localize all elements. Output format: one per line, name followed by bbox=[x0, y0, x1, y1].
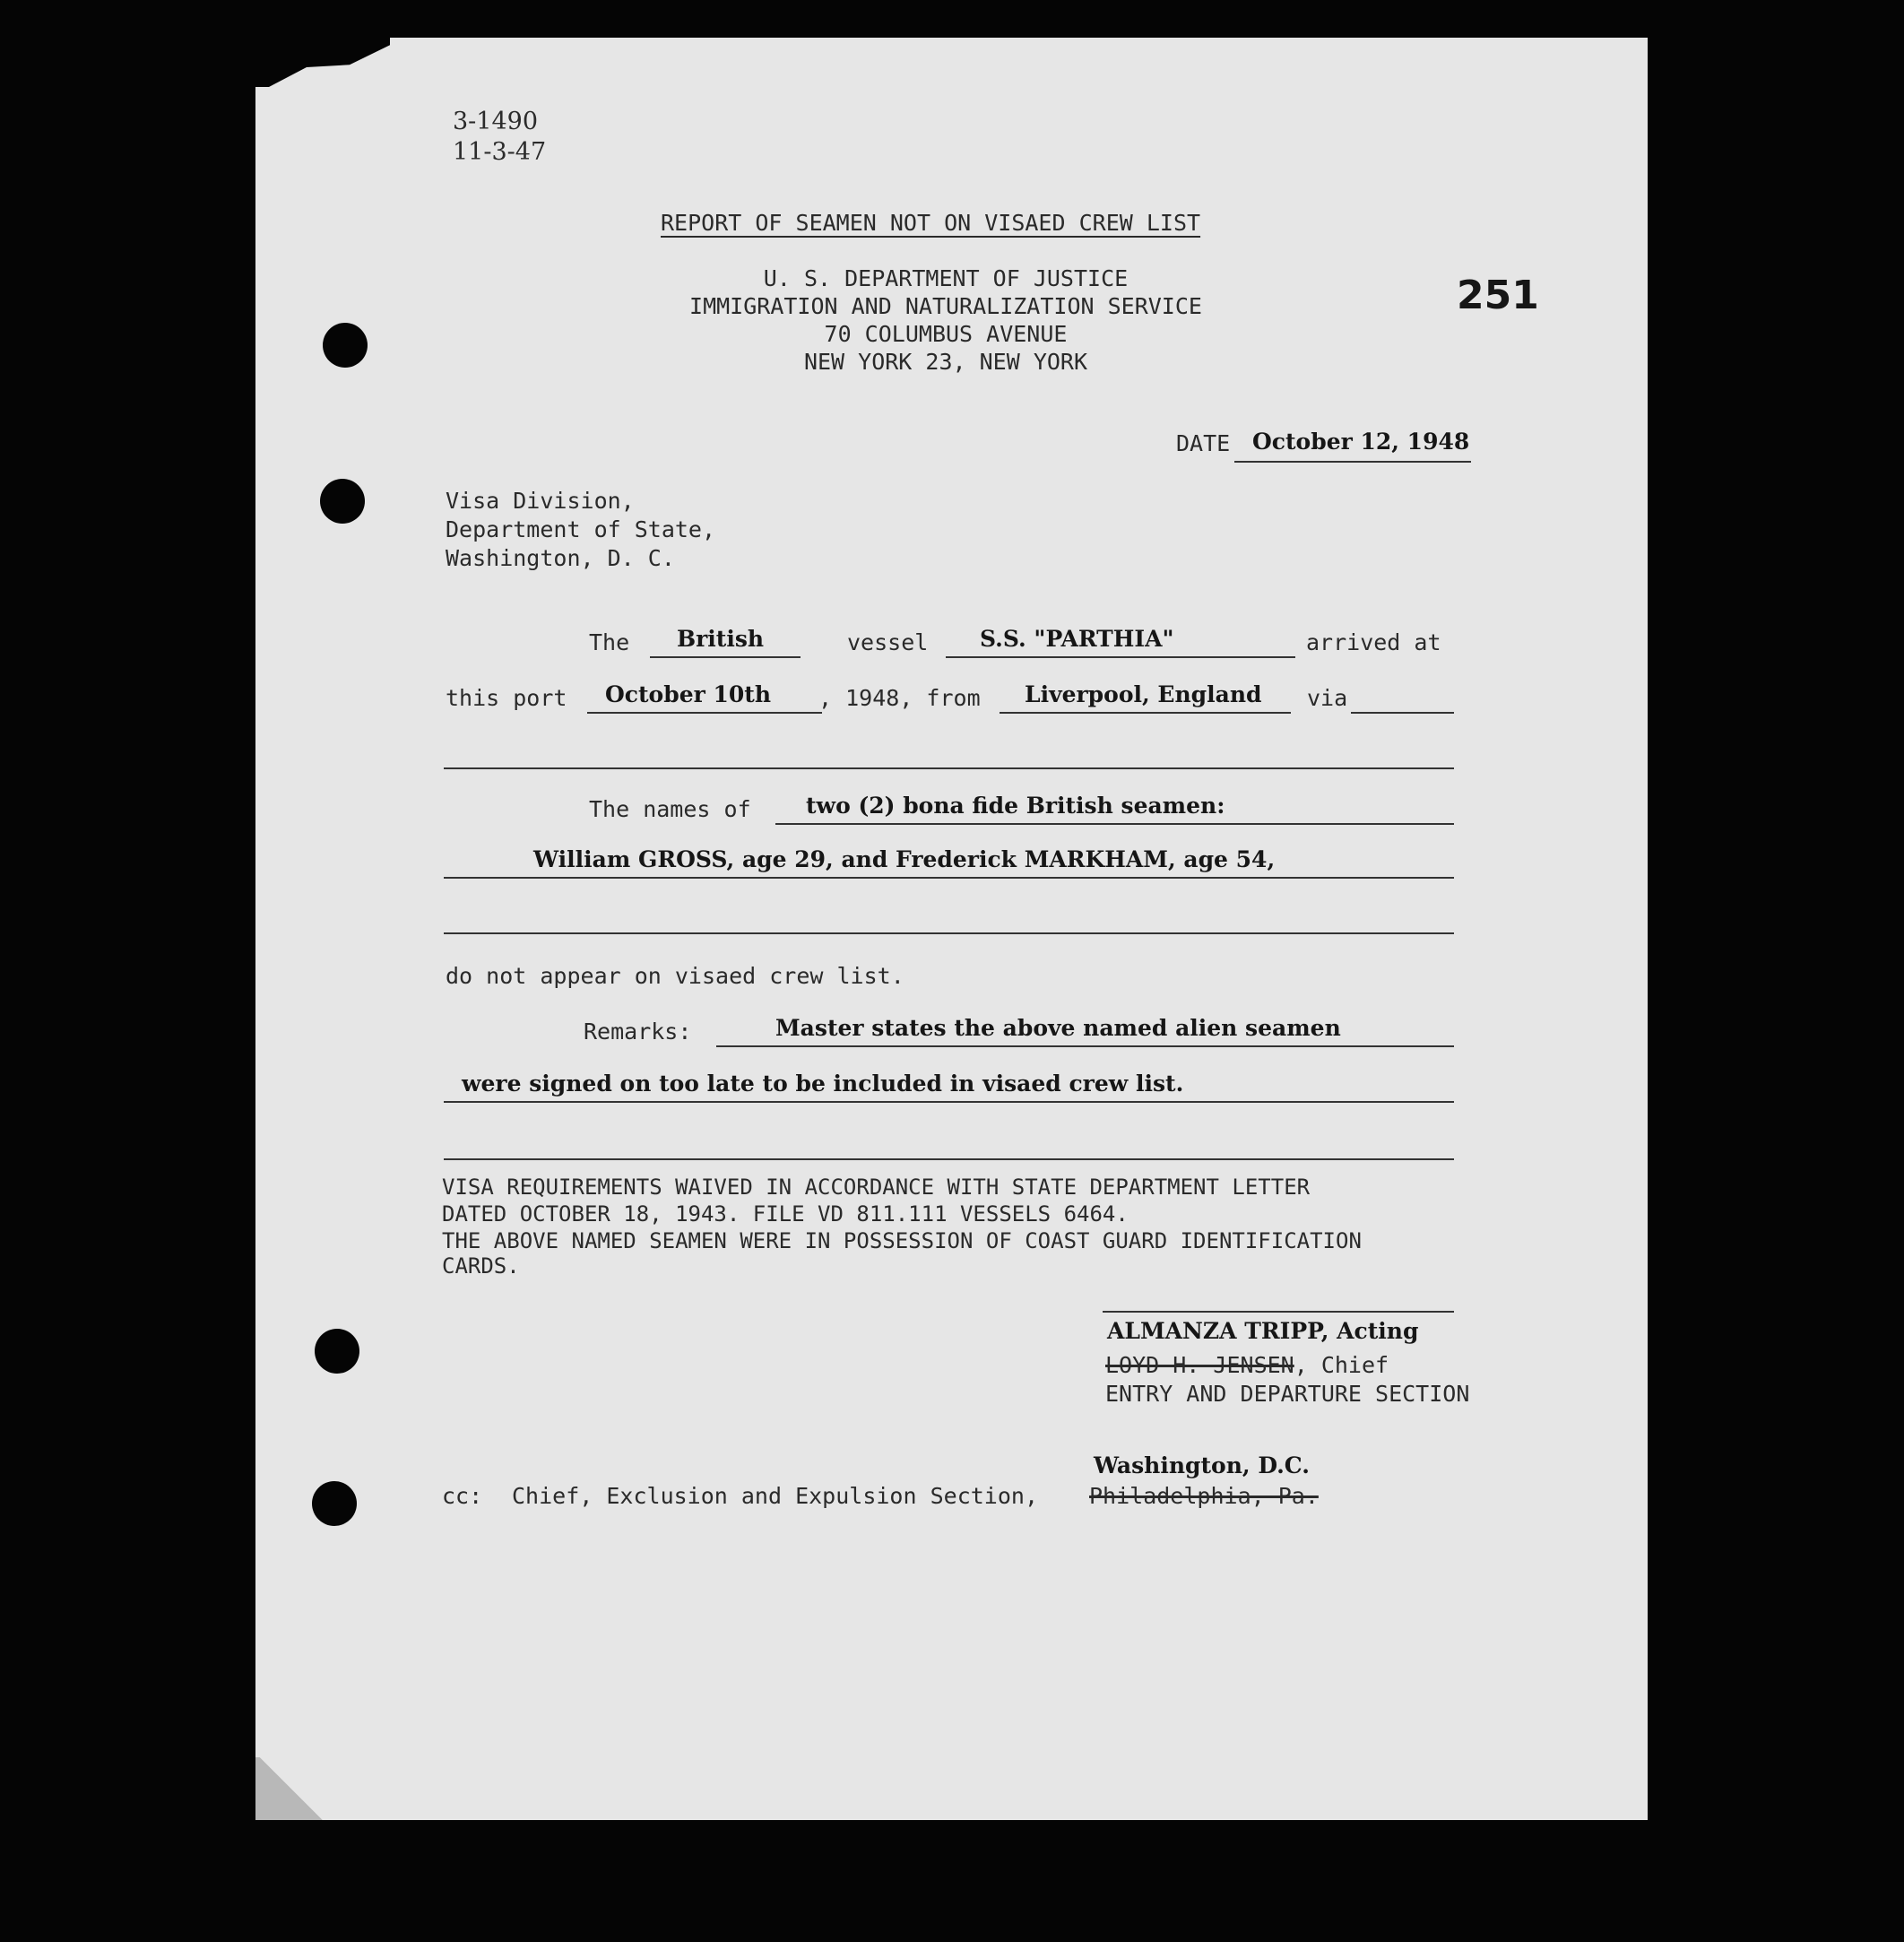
nationality-value: British bbox=[677, 626, 765, 652]
cc-text: Chief, Exclusion and Expulsion Section, bbox=[512, 1483, 1038, 1509]
address-line-1: Visa Division, bbox=[446, 488, 635, 514]
arrival-date-line bbox=[587, 712, 822, 714]
document-page bbox=[255, 38, 1648, 1820]
notice-line-4: CARDS. bbox=[442, 1253, 520, 1279]
arrived-at-label: arrived at bbox=[1306, 629, 1441, 655]
section-name: ENTRY AND DEPARTURE SECTION bbox=[1105, 1381, 1470, 1407]
remarks-rule-1 bbox=[716, 1045, 1454, 1047]
arrival-date: October 10th bbox=[605, 681, 771, 707]
origin-line bbox=[1000, 712, 1291, 714]
notice-line-3: THE ABOVE NAMED SEAMEN WERE IN POSSESSION OF COAST GUARD IDENTIFICATION bbox=[442, 1228, 1362, 1253]
acting-signer: ALMANZA TRIPP, Acting bbox=[1107, 1318, 1419, 1344]
not-appear-text: do not appear on visaed crew list. bbox=[446, 963, 904, 989]
date-label: DATE bbox=[1176, 430, 1231, 456]
remarks-line-1: Master states the above named alien seamen bbox=[775, 1015, 1341, 1041]
names-value: two (2) bona fide British seamen: bbox=[806, 793, 1225, 819]
origin-value: Liverpool, England bbox=[1025, 681, 1262, 707]
date-value: October 12, 1948 bbox=[1252, 429, 1470, 455]
stamp-number: 251 bbox=[1457, 273, 1539, 318]
address-line-2: Department of State, bbox=[446, 516, 716, 542]
blank-line-1 bbox=[444, 767, 1454, 769]
chief-title: , Chief bbox=[1294, 1352, 1389, 1378]
blank-line-2 bbox=[444, 932, 1454, 934]
vessel-label: vessel bbox=[847, 629, 929, 655]
cc-replacement: Washington, D.C. bbox=[1094, 1452, 1310, 1478]
folded-corner bbox=[255, 1757, 327, 1820]
handwritten-code: 3-1490 bbox=[453, 108, 539, 135]
seamen-names: William GROSS, age 29, and Frederick MARKHAM, age 54, bbox=[533, 846, 1276, 872]
struck-name: LOYD H. JENSEN bbox=[1105, 1352, 1294, 1378]
chief-line bbox=[1105, 1352, 1389, 1378]
punch-hole bbox=[320, 479, 365, 524]
the-label: The bbox=[589, 629, 630, 655]
address-line-3: Washington, D. C. bbox=[446, 545, 675, 571]
cc-label: cc: bbox=[442, 1483, 483, 1509]
this-port-label: this port bbox=[446, 685, 567, 711]
torn-edge bbox=[255, 38, 390, 87]
handwritten-date: 11-3-47 bbox=[453, 138, 547, 166]
city-address: NEW YORK 23, NEW YORK bbox=[803, 349, 1088, 375]
punch-hole bbox=[312, 1481, 357, 1526]
names-label: The names of bbox=[589, 796, 751, 822]
notice-line-2: DATED OCTOBER 18, 1943. FILE VD 811.111 VESSELS 6464. bbox=[442, 1201, 1129, 1227]
remarks-label: Remarks: bbox=[584, 1019, 692, 1045]
seamen-line bbox=[444, 877, 1454, 879]
remarks-rule-2 bbox=[444, 1101, 1454, 1103]
nationality-line bbox=[650, 656, 801, 658]
names-line bbox=[775, 823, 1454, 825]
blank-line-3 bbox=[444, 1158, 1454, 1160]
punch-hole bbox=[315, 1329, 359, 1374]
cc-struck-location: Philadelphia, Pa. bbox=[1089, 1483, 1319, 1509]
vessel-name: S.S. "PARTHIA" bbox=[980, 626, 1174, 652]
vessel-line bbox=[946, 656, 1295, 658]
street-address: 70 COLUMBUS AVENUE bbox=[824, 321, 1068, 347]
via-line bbox=[1351, 712, 1454, 714]
notice-line-1: VISA REQUIREMENTS WAIVED IN ACCORDANCE WITH STATE DEPARTMENT LETTER bbox=[442, 1175, 1311, 1200]
report-title: REPORT OF SEAMEN NOT ON VISAED CREW LIST bbox=[661, 210, 1201, 236]
service-name: IMMIGRATION AND NATURALIZATION SERVICE bbox=[689, 293, 1202, 319]
date-line bbox=[1234, 461, 1471, 463]
via-label: via bbox=[1307, 685, 1348, 711]
remarks-line-2: were signed on too late to be included in visaed crew list. bbox=[462, 1071, 1184, 1097]
punch-hole bbox=[323, 323, 368, 368]
signature-line bbox=[1103, 1311, 1454, 1313]
dept-name: U. S. DEPARTMENT OF JUSTICE bbox=[763, 265, 1129, 291]
year-label: , 1948, from bbox=[818, 685, 981, 711]
